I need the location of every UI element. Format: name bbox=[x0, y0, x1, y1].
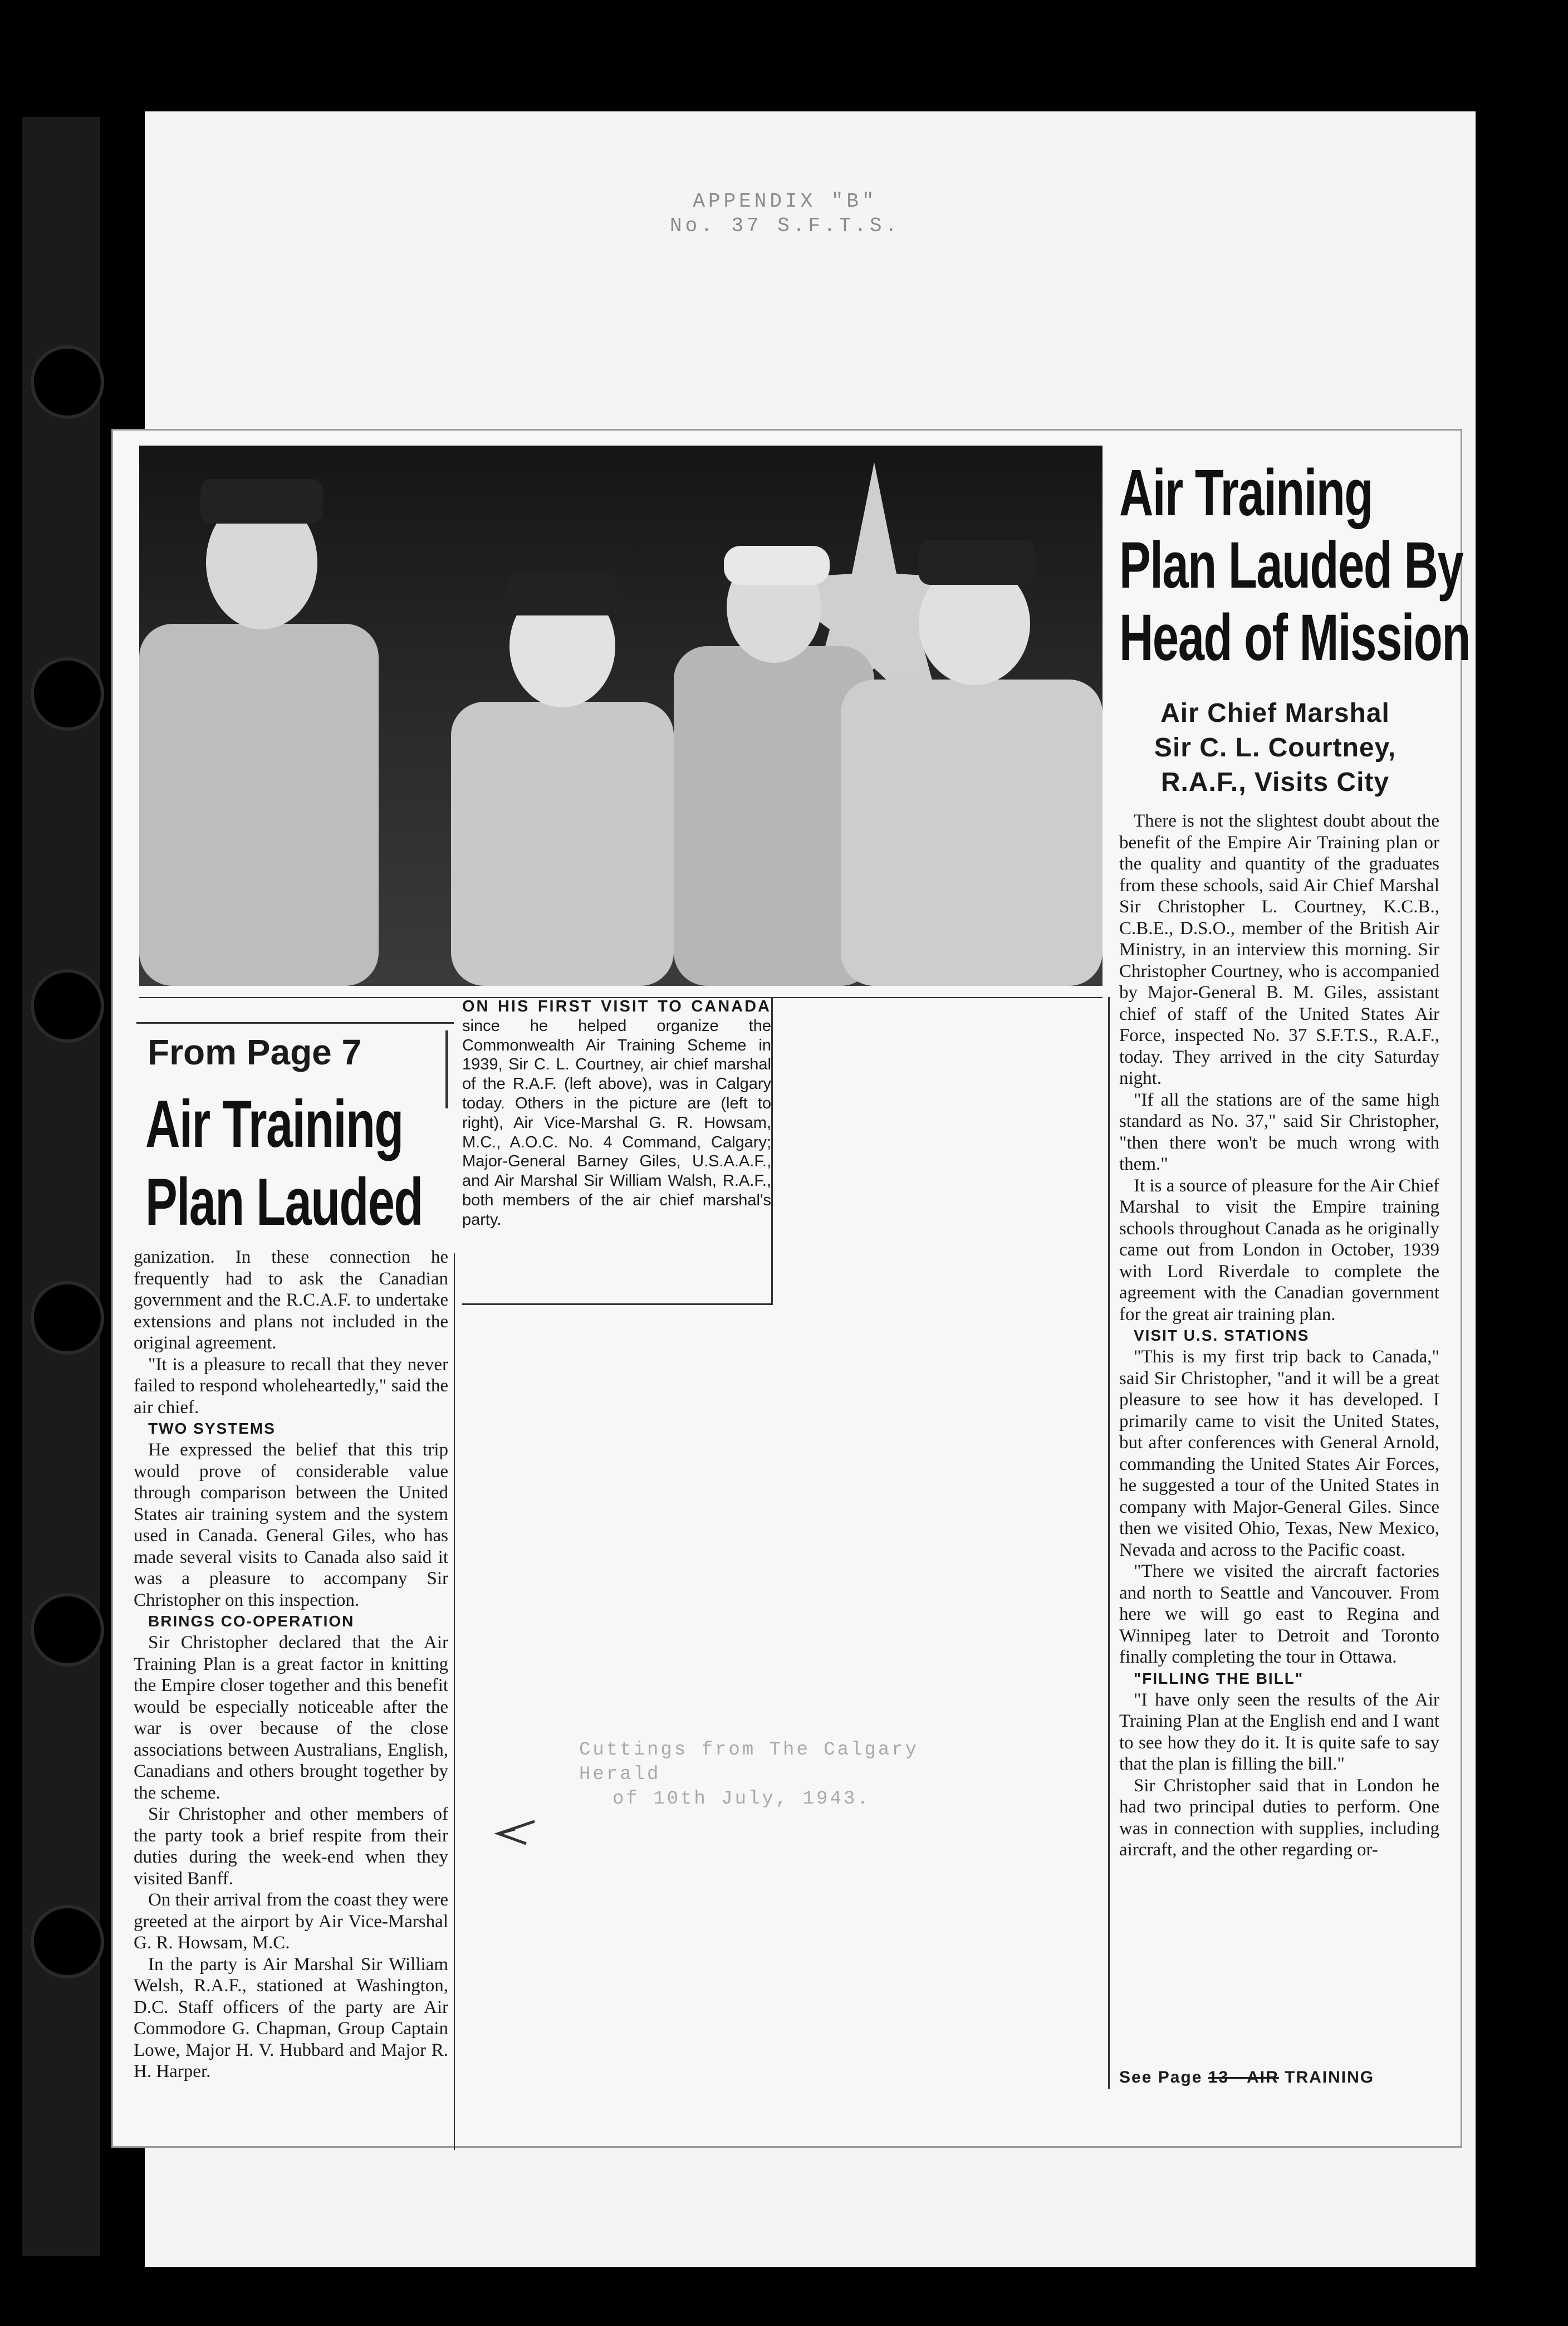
unit-label: No. 37 S.F.T.S. bbox=[669, 214, 901, 237]
punch-hole bbox=[31, 1593, 104, 1667]
officers-photo-illustration bbox=[139, 446, 1102, 986]
article-paragraph: Sir Christopher said that in London he had two principal duties to perform. One was in connection with supplies, including aircraft, and the other regarding or- bbox=[1119, 1775, 1439, 1860]
section-subhead: "FILLING THE BILL" bbox=[1134, 1669, 1304, 1687]
column-rule bbox=[1108, 997, 1110, 2089]
main-headline-block bbox=[1119, 456, 1470, 675]
punch-hole bbox=[31, 1281, 104, 1355]
article-paragraph: "I have only seen the results of the Air Training Plan at the English end and I want to see how they do it. It is quite safe to say that the plan is filling the bill." bbox=[1119, 1689, 1439, 1774]
article-paragraph: Sir Christopher and other members of the party took a brief respite from their duties during the week-end when they visited Banff. bbox=[134, 1804, 448, 1889]
note-line: Cuttings from The Calgary Herald bbox=[579, 1739, 919, 1785]
article-paragraph: He expressed the belief that this trip would prove of considerable value through comparison between the United States air training system and the system used in Canada. General Giles, who has made several visits to Canada also said it was a pleasure to accompany Sir Christopher on this inspection. bbox=[134, 1440, 448, 1610]
punch-hole bbox=[31, 657, 104, 731]
main-headline-line: Head of Mission bbox=[1119, 601, 1470, 675]
main-article-body bbox=[1119, 810, 1439, 1861]
appendix-stamp bbox=[668, 189, 902, 238]
continued-reference bbox=[1119, 2068, 1431, 2087]
column-rule bbox=[454, 1253, 455, 2150]
main-headline-line: Air Training bbox=[1119, 456, 1373, 530]
article-paragraph: Sir Christopher declared that the Air Training Plan is a great factor in knitting the Empire closer together and this benefit would be especially noticeable after the war is over because of the close associations between Australians, English, Canadians and others brought together by the scheme. bbox=[134, 1633, 448, 1803]
continuation-body bbox=[134, 1247, 448, 2083]
section-subhead: BRINGS CO-OPERATION bbox=[148, 1612, 355, 1630]
pencil-arrow-icon bbox=[493, 1816, 537, 1849]
photo-caption bbox=[462, 997, 773, 1305]
punch-hole bbox=[31, 969, 104, 1043]
continuation-headline-line: Plan Lauded bbox=[145, 1165, 423, 1239]
see-page-suffix: TRAINING bbox=[1285, 2068, 1375, 2086]
headline-side-rule bbox=[445, 1030, 448, 1108]
from-page-label: From Page 7 bbox=[148, 1032, 362, 1072]
article-paragraph: It is a source of pleasure for the Air Chief Marshal to visit the Empire training schools throughout Canada as he originally came out from London in October, 1939 with Lord Riverdale to complete the agreement with the Canadian government for the great air training plan. bbox=[1119, 1175, 1439, 1325]
main-headline-line: Plan Lauded By bbox=[1119, 529, 1463, 602]
article-paragraph: On their arrival from the coast they were greeted at the airport by Air Vice-Marshal G. R. Howsam, M.C. bbox=[134, 1890, 448, 1953]
caption-text: since he helped organize the Commonwealth Air Training Scheme in 1939, Sir C. L. Courtney, air chief marshal of the R.A.F. (left above), was in Calgary today. Others in the picture are (left to right), Air Vice-Marshal G. R. Howsam, M.C., A.O.C. No. 4 Command, Calgary; Major-General Barney Giles, U.S.A.A.F., and Air Marshal Sir William Walsh, R.A.F., both members of the air chief marshal's party. bbox=[462, 1017, 771, 1229]
continuation-header bbox=[136, 1022, 454, 1252]
article-paragraph: In the party is Air Marshal Sir William Welsh, R.A.F., stationed at Washington, D.C. Staff officers of the party are Air Commodore G. Chapman, Group Captain Lowe, Major H. V. Hubbard and Major R. H. Harper. bbox=[134, 1954, 448, 2081]
continuation-headline-line: Air Training bbox=[145, 1087, 403, 1161]
article-paragraph: "It is a pleasure to recall that they never failed to respond wholeheartedly," said the air chief. bbox=[134, 1354, 448, 1418]
punch-hole bbox=[31, 1905, 104, 1978]
deck-line: R.A.F., Visits City bbox=[1160, 768, 1390, 797]
see-page-prefix: See Page bbox=[1119, 2068, 1203, 2086]
see-page-struck: 13—AIR bbox=[1208, 2068, 1279, 2086]
appendix-label: APPENDIX "B" bbox=[693, 190, 878, 213]
group-photo bbox=[139, 446, 1102, 986]
note-line: of 10th July, 1943. bbox=[612, 1789, 871, 1810]
article-paragraph: "There we visited the aircraft factories and north to Seattle and Vancouver. From here we will go east to Regina and Winnipeg later to Detroit and Toronto finally completing the tour in Ottawa. bbox=[1119, 1561, 1439, 1667]
article-paragraph: "This is my first trip back to Canada," said Sir Christopher, "and it will be a great pleasure to see how it has developed. I primarily came to visit the United States, but after conferences with General Arnold, commanding the United States Air Forces, he suggested a tour of the United States in company with Major-General Giles. Since then we visited Ohio, Texas, New Mexico, Nevada and across to the Pacific coast. bbox=[1119, 1347, 1439, 1560]
main-deck bbox=[1119, 696, 1431, 800]
article-paragraph: ganization. In these connection he frequently had to ask the Canadian government and the R.C.A.F. to undertake extensions and plans not included in the original agreement. bbox=[134, 1247, 448, 1353]
caption-lead: ON HIS FIRST VISIT TO CANADA bbox=[462, 998, 771, 1015]
article-paragraph: "If all the stations are of the same high standard as No. 37," said Sir Christopher, "then there won't be much wrong with them." bbox=[1119, 1089, 1439, 1174]
section-subhead: VISIT U.S. STATIONS bbox=[1134, 1327, 1310, 1344]
section-subhead: TWO SYSTEMS bbox=[148, 1420, 276, 1437]
article-paragraph: There is not the slightest doubt about the benefit of the Empire Air Training plan or the quality and quantity of the graduates from these schools, said Air Chief Marshal Sir Christopher L. Courtney, K.C.B., C.B.E., D.S.O., member of the British Air Ministry, in an interview this morning. Sir Christopher Courtney, who is accompanied by Major-General B. M. Giles, assistant chief of staff of the United States Air Force, inspected No. 37 S.F.T.S., R.A.F., today. They arrived in the city Saturday night. bbox=[1119, 811, 1439, 1088]
deck-line: Air Chief Marshal bbox=[1160, 698, 1390, 728]
punch-hole bbox=[31, 345, 104, 419]
handwritten-note bbox=[579, 1738, 969, 1811]
deck-line: Sir C. L. Courtney, bbox=[1154, 733, 1396, 763]
